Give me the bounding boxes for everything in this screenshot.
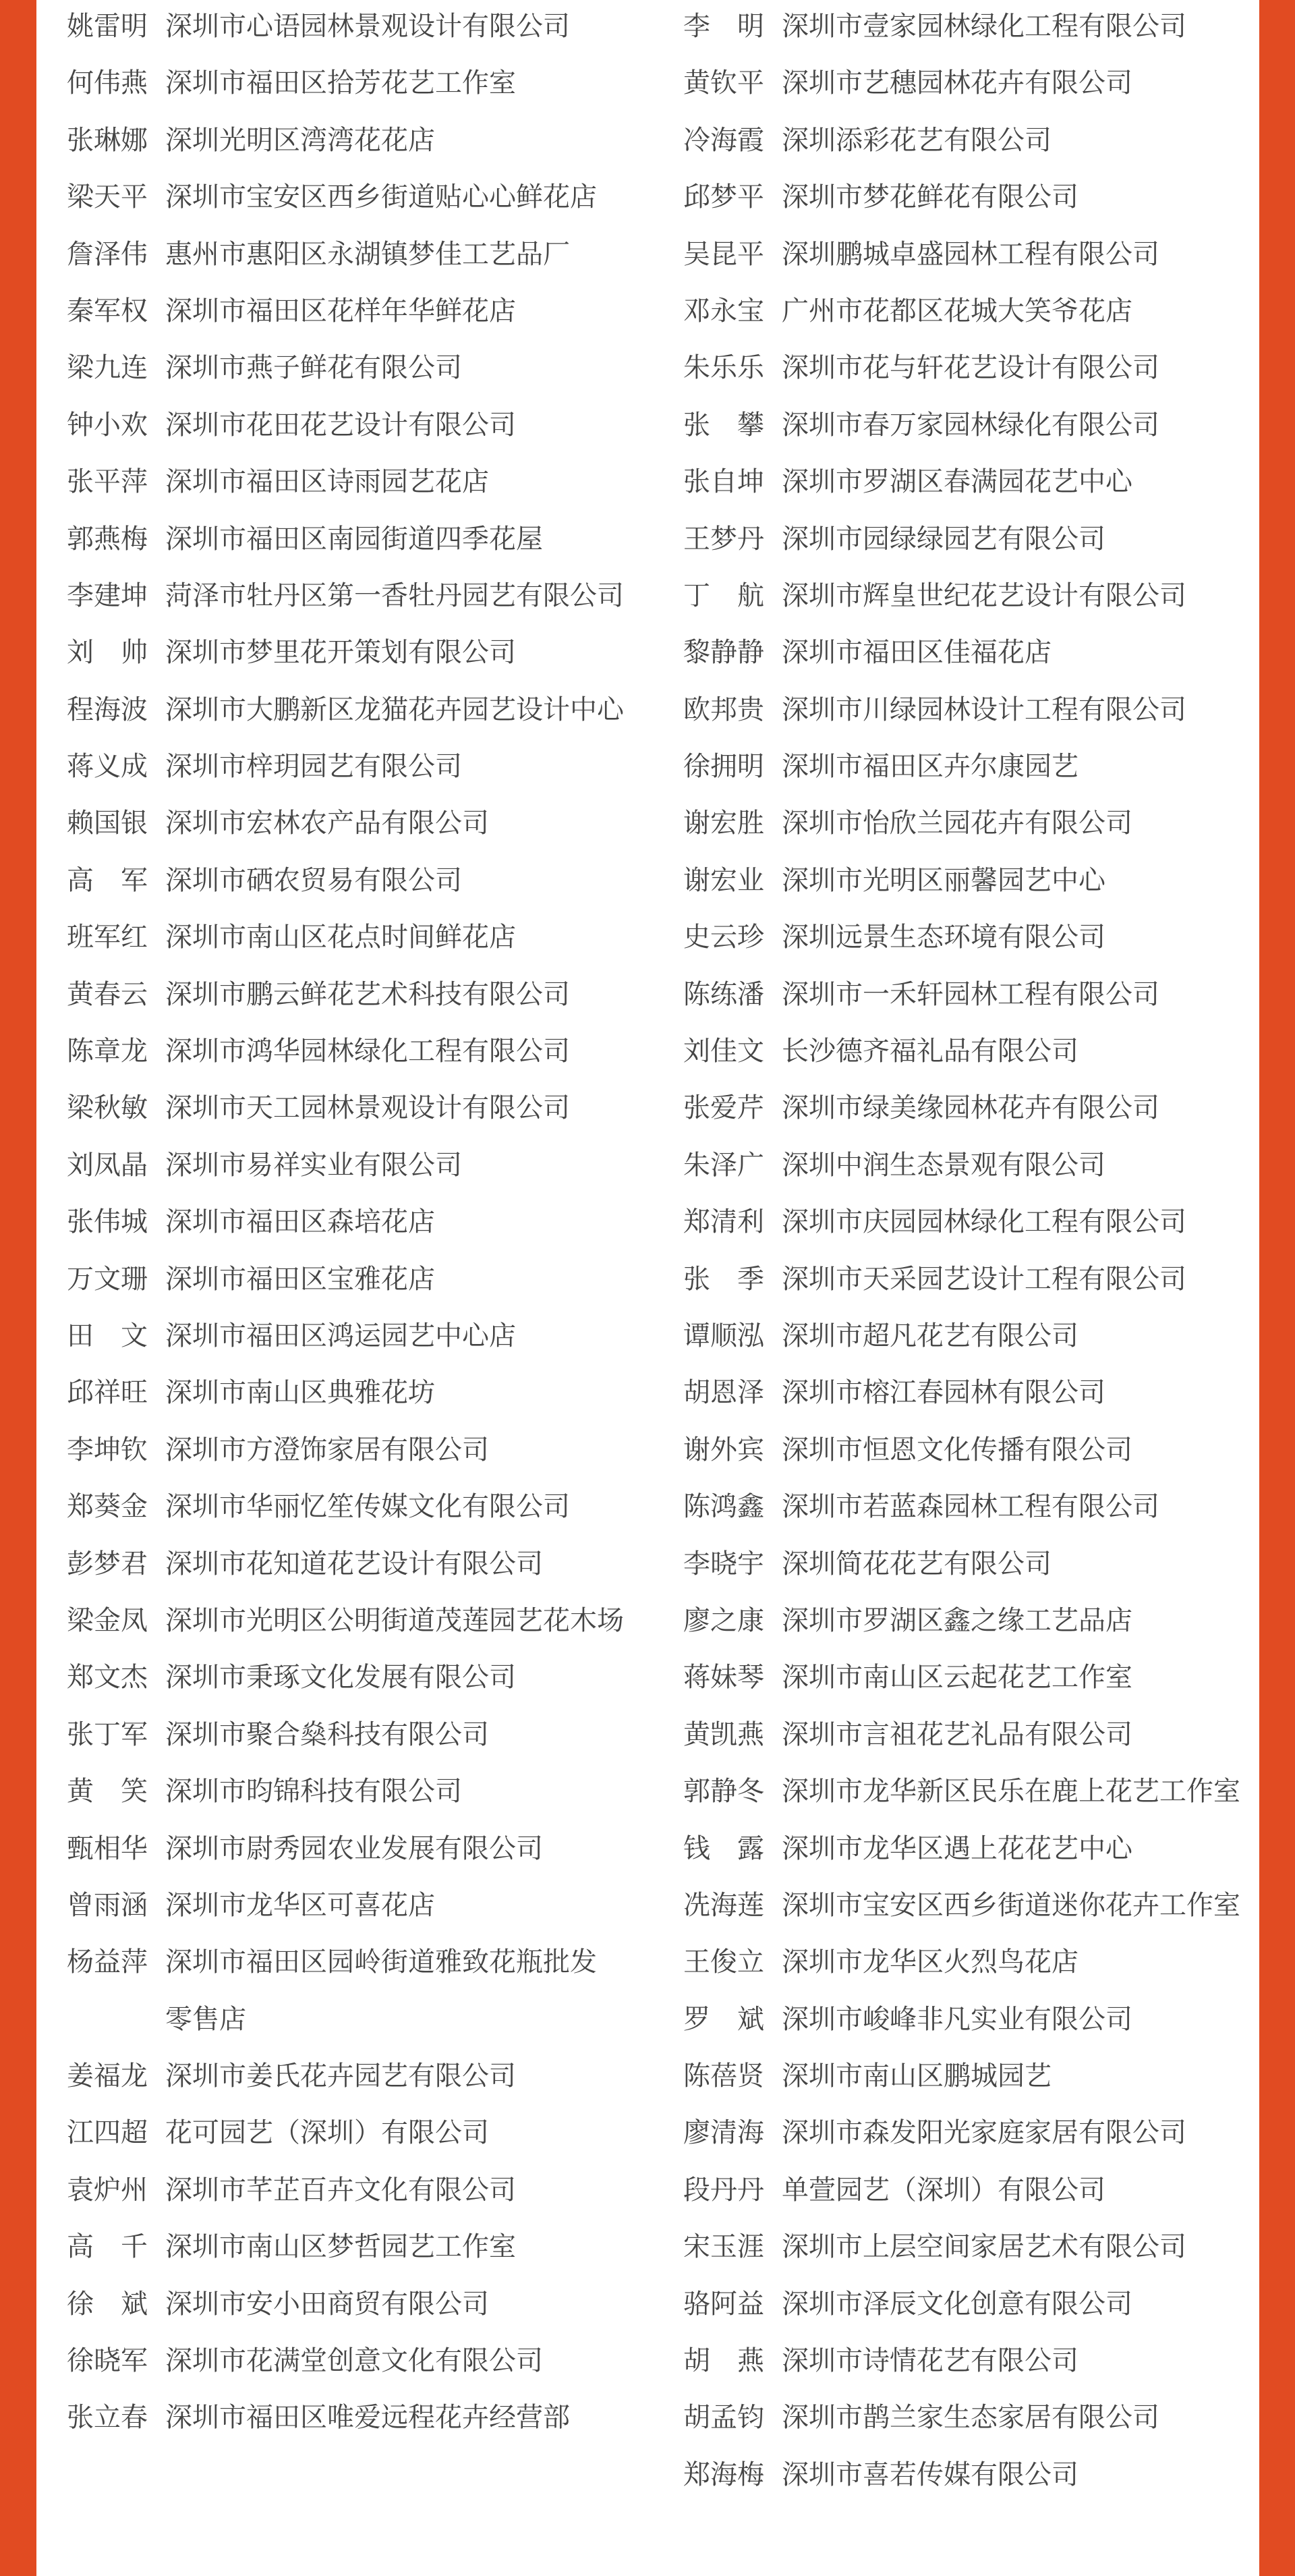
person-name: 杨益萍 (67, 1947, 148, 1978)
person-name: 钟小欢 (67, 409, 148, 441)
company-name: 深圳简花花艺有限公司 (782, 1548, 1052, 1579)
company-name: 深圳市榕江春园林有限公司 (782, 1377, 1105, 1409)
person-name: 姚雷明 (67, 11, 148, 42)
list-item (67, 1478, 624, 1535)
company-name: 深圳市春万家园林绿化有限公司 (782, 409, 1159, 441)
company-name: 深圳市福田区宝雅花店 (165, 1263, 435, 1295)
person-name: 朱乐乐 (683, 352, 764, 384)
company-name (165, 1934, 597, 2048)
company-name: 深圳市秉琢文化发展有限公司 (165, 1662, 516, 1693)
company-name: 深圳市恒恩文化传播有限公司 (782, 1434, 1132, 1465)
list-item (67, 169, 624, 225)
list-item (67, 1649, 624, 1706)
person-name: 刘佳文 (683, 1036, 764, 1067)
company-name: 深圳市梦里花开策划有限公司 (165, 637, 516, 669)
person-name: 郭燕梅 (67, 523, 148, 555)
company-name: 深圳市梦花鲜花有限公司 (782, 181, 1078, 213)
company-name: 深圳市福田区花样年华鲜花店 (165, 295, 516, 327)
person-name: 段丹丹 (683, 2174, 764, 2206)
person-name: 张 攀 (683, 409, 764, 441)
person-name: 罗 斌 (683, 2003, 764, 2035)
company-name: 深圳市方澄饰家居有限公司 (165, 1434, 489, 1465)
list-item (683, 567, 1240, 624)
list-item (67, 2104, 624, 2161)
list-item (67, 852, 624, 909)
company-name: 深圳市宝安区西乡街道贴心心鲜花店 (165, 181, 597, 213)
list-item (683, 795, 1240, 851)
company-name: 深圳市易祥实业有限公司 (165, 1149, 462, 1181)
list-item (683, 2446, 1240, 2503)
person-name: 陈章龙 (67, 1036, 148, 1067)
list-item (67, 511, 624, 567)
company-name: 深圳市花与轩花艺设计有限公司 (782, 352, 1159, 384)
company-name: 深圳市福田区鸿运园艺中心店 (165, 1320, 516, 1351)
company-name: 深圳市花满堂创意文化有限公司 (165, 2345, 543, 2377)
list-item (683, 1023, 1240, 1080)
person-name: 袁炉州 (67, 2174, 148, 2206)
company-name: 深圳市森发阳光家庭家居有限公司 (782, 2117, 1186, 2149)
list-item (67, 1194, 624, 1250)
list-item (683, 1763, 1240, 1820)
person-name: 梁秋敏 (67, 1092, 148, 1124)
list-item (67, 738, 624, 795)
list-item (683, 1991, 1240, 2048)
company-name: 菏泽市牡丹区第一香牡丹园艺有限公司 (165, 580, 624, 611)
company-name: 深圳市福田区诗雨园艺花店 (165, 466, 489, 498)
company-name: 深圳市诗情花艺有限公司 (782, 2345, 1078, 2377)
person-name: 高 千 (67, 2231, 148, 2263)
person-name: 张 季 (683, 1263, 764, 1295)
list-item (67, 1308, 624, 1364)
list-item (683, 1251, 1240, 1308)
list-item (683, 1422, 1240, 1478)
list-item (683, 1592, 1240, 1649)
list-item (67, 567, 624, 624)
person-name: 张丁军 (67, 1718, 148, 1750)
company-name: 深圳市鹊兰家生态家居有限公司 (782, 2402, 1159, 2434)
person-name: 梁金凤 (67, 1604, 148, 1636)
person-name: 廖之康 (683, 1604, 764, 1636)
company-name: 深圳市罗湖区春满园花艺中心 (782, 466, 1132, 498)
company-name: 深圳市一禾轩园林工程有限公司 (782, 978, 1159, 1010)
person-name: 邱梦平 (683, 181, 764, 213)
list-item (683, 1820, 1240, 1877)
company-name: 深圳市芊芷百卉文化有限公司 (165, 2174, 516, 2206)
person-name: 赖国银 (67, 808, 148, 839)
company-name: 广州市花都区花城大笑爷花店 (782, 295, 1132, 327)
list-item (683, 624, 1240, 681)
list-item (683, 2104, 1240, 2161)
list-item (67, 2276, 624, 2332)
person-name: 丁 航 (683, 580, 764, 611)
person-name: 程海波 (67, 694, 148, 725)
person-name: 何伟燕 (67, 67, 148, 99)
list-item (683, 1308, 1240, 1364)
person-name: 曾雨涵 (67, 1889, 148, 1921)
person-name: 陈鸿鑫 (683, 1491, 764, 1523)
person-name: 陈蓓贤 (683, 2061, 764, 2092)
person-name: 秦军权 (67, 295, 148, 327)
person-name: 黄春云 (67, 978, 148, 1010)
list-item (683, 1934, 1240, 1990)
list-item (683, 2389, 1240, 2446)
list-item (683, 511, 1240, 567)
person-name: 徐 斌 (67, 2288, 148, 2320)
list-item (683, 2332, 1240, 2389)
list-item (683, 1194, 1240, 1250)
list-item (683, 169, 1240, 225)
person-name: 胡恩泽 (683, 1377, 764, 1409)
list-item (683, 1478, 1240, 1535)
list-item (67, 283, 624, 339)
person-name: 徐晓军 (67, 2345, 148, 2377)
list-item (67, 1763, 624, 1820)
company-name: 深圳市上层空间家居艺术有限公司 (782, 2231, 1186, 2263)
company-name: 深圳市聚合燊科技有限公司 (165, 1718, 489, 1750)
list-item (67, 0, 624, 55)
person-name: 张伟城 (67, 1206, 148, 1238)
person-name: 黎静静 (683, 637, 764, 669)
company-name: 深圳市宏林农产品有限公司 (165, 808, 489, 839)
list-item (683, 1706, 1240, 1763)
list-item (67, 2332, 624, 2389)
list-item (67, 681, 624, 738)
person-name: 刘 帅 (67, 637, 148, 669)
company-name: 深圳市福田区佳福花店 (782, 637, 1052, 669)
company-name: 深圳添彩花艺有限公司 (782, 124, 1052, 156)
company-name: 深圳市庆园园林绿化工程有限公司 (782, 1206, 1186, 1238)
company-name: 深圳市绿美缘园林花卉有限公司 (782, 1092, 1159, 1124)
company-name: 深圳市心语园林景观设计有限公司 (165, 11, 570, 42)
person-name: 张平萍 (67, 466, 148, 498)
person-name: 彭梦君 (67, 1548, 148, 1579)
person-name: 陈练潘 (683, 978, 764, 1010)
company-name: 深圳市喜若传媒有限公司 (782, 2459, 1078, 2490)
left-orange-border (0, 0, 36, 2576)
company-name: 深圳市鸿华园林绿化工程有限公司 (165, 1036, 570, 1067)
person-name: 谢外宾 (683, 1434, 764, 1465)
company-name: 深圳市若蓝森园林工程有限公司 (782, 1491, 1159, 1523)
company-name: 深圳市天工园林景观设计有限公司 (165, 1092, 570, 1124)
company-name: 深圳市泽辰文化创意有限公司 (782, 2288, 1132, 2320)
person-name: 梁九连 (67, 352, 148, 384)
person-name: 田 文 (67, 1320, 148, 1351)
company-name: 惠州市惠阳区永湖镇梦佳工艺品厂 (165, 238, 570, 270)
company-name: 深圳市龙华新区民乐在鹿上花艺工作室 (782, 1776, 1240, 1808)
company-name: 深圳市南山区鹏城园艺 (782, 2061, 1052, 2092)
list-item (683, 1137, 1240, 1194)
company-name: 深圳市光明区公明街道茂莲园艺花木场 (165, 1604, 624, 1636)
list-item (67, 966, 624, 1023)
person-name: 李 明 (683, 11, 764, 42)
person-name: 郭静冬 (683, 1776, 764, 1808)
list-item (67, 1536, 624, 1592)
person-name: 朱泽广 (683, 1149, 764, 1181)
list-item (683, 397, 1240, 453)
company-name: 深圳中润生态景观有限公司 (782, 1149, 1105, 1181)
person-name: 李坤钦 (67, 1434, 148, 1465)
person-name: 张立春 (67, 2402, 148, 2434)
right-name-list (683, 0, 1240, 2503)
list-item (67, 2218, 624, 2275)
list-item (67, 226, 624, 283)
company-name: 深圳市福田区南园街道四季花屋 (165, 523, 543, 555)
person-name: 史云珍 (683, 922, 764, 953)
company-name: 深圳市尉秀园农业发展有限公司 (165, 1832, 543, 1864)
person-name: 冷海霞 (683, 124, 764, 156)
person-name: 班军红 (67, 922, 148, 953)
person-name: 谢宏胜 (683, 808, 764, 839)
list-item (683, 2218, 1240, 2275)
list-item (683, 1536, 1240, 1592)
list-item (67, 1080, 624, 1136)
person-name: 姜福龙 (67, 2061, 148, 2092)
person-name: 冼海莲 (683, 1889, 764, 1921)
list-item (683, 909, 1240, 965)
list-item (683, 1364, 1240, 1421)
company-name: 深圳市南山区梦哲园艺工作室 (165, 2231, 516, 2263)
person-name: 詹泽伟 (67, 238, 148, 270)
list-item (67, 55, 624, 111)
company-name-line: 零售店 (165, 2003, 246, 2035)
person-name: 李晓宇 (683, 1548, 764, 1579)
list-item (67, 1422, 624, 1478)
person-name: 钱 露 (683, 1832, 764, 1864)
company-name: 深圳市福田区拾芳花艺工作室 (165, 67, 516, 99)
company-name: 深圳市怡欣兰园花卉有限公司 (782, 808, 1132, 839)
person-name: 邱祥旺 (67, 1377, 148, 1409)
company-name: 深圳市园绿绿园艺有限公司 (782, 523, 1105, 555)
list-item (67, 1364, 624, 1421)
company-name: 深圳市福田区卉尔康园艺 (782, 751, 1078, 783)
person-name: 李建坤 (67, 580, 148, 611)
list-item (683, 453, 1240, 510)
person-name: 欧邦贵 (683, 694, 764, 725)
list-item (683, 2162, 1240, 2218)
list-item (683, 339, 1240, 396)
company-name: 深圳市燕子鲜花有限公司 (165, 352, 462, 384)
list-item (683, 966, 1240, 1023)
left-name-list (67, 0, 624, 2446)
company-name: 深圳市福田区森培花店 (165, 1206, 435, 1238)
list-item (683, 738, 1240, 795)
right-orange-border (1259, 0, 1295, 2576)
list-item (67, 112, 624, 169)
company-name: 深圳市龙华区火烈鸟花店 (782, 1947, 1078, 1978)
company-name: 深圳市超凡花艺有限公司 (782, 1320, 1078, 1351)
company-name: 深圳市宝安区西乡街道迷你花卉工作室 (782, 1889, 1240, 1921)
person-name: 吴昆平 (683, 238, 764, 270)
person-name: 王俊立 (683, 1947, 764, 1978)
list-item (67, 1706, 624, 1763)
person-name: 谢宏业 (683, 864, 764, 896)
person-name: 蒋妹琴 (683, 1662, 764, 1693)
person-name: 蒋义成 (67, 751, 148, 783)
person-name: 谭顺泓 (683, 1320, 764, 1351)
person-name: 刘凤晶 (67, 1149, 148, 1181)
person-name: 宋玉涯 (683, 2231, 764, 2263)
company-name: 深圳市龙华区可喜花店 (165, 1889, 435, 1921)
company-name: 深圳光明区湾湾花花店 (165, 124, 435, 156)
list-item (67, 909, 624, 965)
company-name: 深圳市安小田商贸有限公司 (165, 2288, 489, 2320)
list-item (683, 1877, 1240, 1934)
list-item (683, 2048, 1240, 2104)
list-item (67, 397, 624, 453)
list-item (67, 2162, 624, 2218)
company-name: 深圳市梓玥园艺有限公司 (165, 751, 462, 783)
company-name: 深圳市天采园艺设计工程有限公司 (782, 1263, 1186, 1295)
list-item (67, 624, 624, 681)
company-name: 深圳市花田花艺设计有限公司 (165, 409, 516, 441)
list-item (67, 1592, 624, 1649)
company-name: 深圳市南山区花点时间鲜花店 (165, 922, 516, 953)
person-name: 江四超 (67, 2117, 148, 2149)
company-name: 深圳市川绿园林设计工程有限公司 (782, 694, 1186, 725)
list-item (67, 795, 624, 851)
list-item (683, 1080, 1240, 1136)
list-item (67, 1137, 624, 1194)
list-item (67, 1251, 624, 1308)
company-name: 深圳市言祖花艺礼品有限公司 (782, 1718, 1132, 1750)
company-name: 深圳市福田区唯爱远程花卉经营部 (165, 2402, 570, 2434)
list-item (67, 1934, 624, 2048)
person-name: 黄 笑 (67, 1776, 148, 1808)
list-item (67, 2048, 624, 2104)
list-item (683, 55, 1240, 111)
list-item (683, 283, 1240, 339)
person-name: 郑文杰 (67, 1662, 148, 1693)
list-item (67, 1877, 624, 1934)
company-name: 深圳市南山区云起花艺工作室 (782, 1662, 1132, 1693)
person-name: 甄相华 (67, 1832, 148, 1864)
company-name: 深圳市大鹏新区龙猫花卉园艺设计中心 (165, 694, 624, 725)
company-name: 深圳鹏城卓盛园林工程有限公司 (782, 238, 1159, 270)
person-name: 邓永宝 (683, 295, 764, 327)
list-item (683, 2276, 1240, 2332)
list-item (67, 1820, 624, 1877)
list-item (683, 112, 1240, 169)
company-name: 深圳市龙华区遇上花花艺中心 (782, 1832, 1132, 1864)
company-name: 深圳市华丽忆笙传媒文化有限公司 (165, 1491, 570, 1523)
company-name: 深圳市南山区典雅花坊 (165, 1377, 435, 1409)
person-name: 万文珊 (67, 1263, 148, 1295)
list-item (67, 453, 624, 510)
person-name: 廖清海 (683, 2117, 764, 2149)
person-name: 胡 燕 (683, 2345, 764, 2377)
list-item (683, 0, 1240, 55)
company-name: 深圳市硒农贸易有限公司 (165, 864, 462, 896)
person-name: 黄钦平 (683, 67, 764, 99)
person-name: 王梦丹 (683, 523, 764, 555)
company-name: 深圳远景生态环境有限公司 (782, 922, 1105, 953)
company-name: 长沙德齐福礼品有限公司 (782, 1036, 1078, 1067)
person-name: 徐拥明 (683, 751, 764, 783)
company-name: 深圳市艺穗园林花卉有限公司 (782, 67, 1132, 99)
company-name-line: 深圳市福田区园岭街道雅致花瓶批发 (165, 1947, 597, 1978)
company-name: 深圳市辉皇世纪花艺设计有限公司 (782, 580, 1186, 611)
person-name: 胡孟钧 (683, 2402, 764, 2434)
person-name: 张琳娜 (67, 124, 148, 156)
company-name: 深圳市峻峰非凡实业有限公司 (782, 2003, 1132, 2035)
company-name: 深圳市鹏云鲜花艺术科技有限公司 (165, 978, 570, 1010)
person-name: 张爱芹 (683, 1092, 764, 1124)
person-name: 黄凯燕 (683, 1718, 764, 1750)
company-name: 单萱园艺（深圳）有限公司 (782, 2174, 1105, 2206)
person-name: 郑葵金 (67, 1491, 148, 1523)
person-name: 郑海梅 (683, 2459, 764, 2490)
list-item (67, 2389, 624, 2446)
person-name: 张自坤 (683, 466, 764, 498)
list-item (683, 1649, 1240, 1706)
company-name: 深圳市花知道花艺设计有限公司 (165, 1548, 543, 1579)
list-item (683, 852, 1240, 909)
company-name: 深圳市姜氏花卉园艺有限公司 (165, 2061, 516, 2092)
list-item (67, 339, 624, 396)
company-name: 深圳市罗湖区鑫之缘工艺品店 (782, 1604, 1132, 1636)
person-name: 郑清利 (683, 1206, 764, 1238)
list-item (683, 681, 1240, 738)
person-name: 高 军 (67, 864, 148, 896)
company-name: 深圳市光明区丽馨园艺中心 (782, 864, 1105, 896)
company-name: 深圳市昀锦科技有限公司 (165, 1776, 462, 1808)
list-item (683, 226, 1240, 283)
company-name: 花可园艺（深圳）有限公司 (165, 2117, 489, 2149)
person-name: 骆阿益 (683, 2288, 764, 2320)
company-name: 深圳市壹家园林绿化工程有限公司 (782, 11, 1186, 42)
person-name: 梁天平 (67, 181, 148, 213)
list-item (67, 1023, 624, 1080)
